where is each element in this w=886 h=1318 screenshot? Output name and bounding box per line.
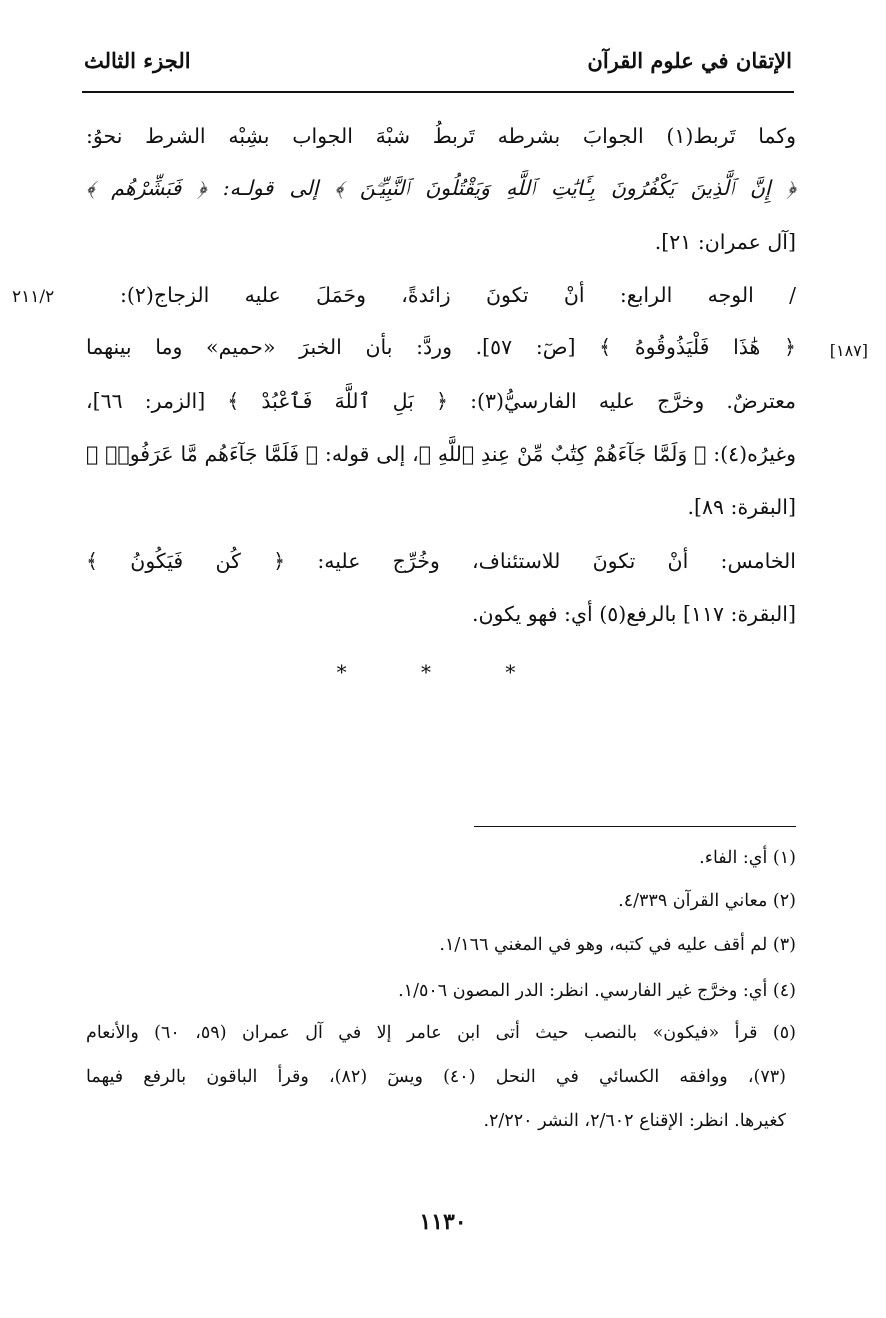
section-separator: * * * bbox=[336, 660, 550, 684]
page-number: ١١٣٠ bbox=[419, 1209, 467, 1235]
margin-reference-right: [١٨٧] bbox=[829, 341, 868, 360]
body-line: معترضٌ. وخرَّج عليه الفارسيُّ(٣): ﴿ بَلِ ٱللَّهَ فَٱعْبُدْ ﴾ [الزمر: ٦٦]، bbox=[86, 389, 796, 413]
margin-reference-left: ٢١١/٢ bbox=[12, 287, 55, 307]
body-line: ﴿ هَٰذَا فَلْيَذُوقُوهُ ﴾ [صٓ: ٥٧]. وردَّ: بأن الخبرَ «حميم» وما بينهما bbox=[86, 335, 796, 359]
footnote: (٢) معاني القرآن ٤/٣٣٩. bbox=[618, 891, 796, 911]
body-line: وكما تَربط(١) الجوابَ بشرطه تَربطُ شبْهَ الجواب بشِبْه الشرط نحوُ: bbox=[86, 124, 796, 148]
body-line: [البقرة: ١١٧] بالرفع(٥) أي: فهو يكون. bbox=[471, 602, 796, 626]
volume-label: الجزء الثالث bbox=[84, 48, 191, 73]
body-line: الخامس: أنْ تكونَ للاستئناف، وخُرِّج عليه: ﴿ كُن فَيَكُونُ ﴾ bbox=[86, 549, 796, 573]
body-line: / الوجه الرابع: أنْ تكونَ زائدةً، وحَمَلَ عليه الزجاج(٢): bbox=[120, 283, 796, 307]
body-line: ﴿ إِنَّ ٱلَّذِينَ يَكْفُرُونَ بِـَٔايَٰتِ ٱللَّهِ وَيَقْتُلُونَ ٱلنَّبِيِّـۧنَ ﴾ إلى قولـه: ﴿ فَبَشِّرْهُم ﴾ bbox=[86, 176, 796, 200]
footnote-rule bbox=[474, 826, 796, 827]
footnote: (١) أي: الفاء. bbox=[699, 848, 796, 868]
footnote: (٣) لم أقف عليه في كتبه، وهو في المغني ١/١٦٦. bbox=[439, 935, 796, 955]
body-line: وغيرُه(٤): ﴿ وَلَمَّا جَآءَهُمْ كِتَٰبٌ مِّنْ عِندِ ٱللَّهِ ﴾، إلى قوله: ﴿ فَلَمَّا جَآءَهُم مَّا عَرَفُوا۟ ﴾ bbox=[86, 442, 796, 466]
body-line: [آل عمران: ٢١]. bbox=[654, 230, 796, 254]
footnote: (٤) أي: وخرَّج غير الفارسي. انظر: الدر المصون ١/٥٠٦. bbox=[398, 981, 796, 1001]
header-rule bbox=[82, 91, 794, 93]
footnote: (٧٣)، ووافقه الكسائي في النحل (٤٠) ويسٓ (٨٢)، وقرأ الباقون بالرفع فيهما bbox=[86, 1067, 786, 1087]
footnote: (٥) قرأ «فيكون» بالنصب حيث أتى ابن عامر إلا في آل عمران (٥٩، ٦٠) والأنعام bbox=[86, 1023, 796, 1043]
running-title: الإتقان في علوم القرآن bbox=[587, 48, 792, 73]
footnote: كغيرها. انظر: الإقناع ٢/٦٠٢، النشر ٢/٢٢٠. bbox=[483, 1111, 786, 1131]
body-line: [البقرة: ٨٩]. bbox=[687, 495, 796, 519]
